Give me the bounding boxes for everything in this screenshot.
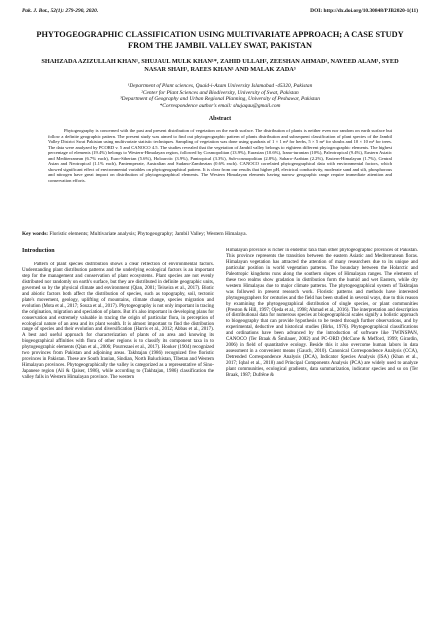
abstract-text: Phytogeography is concerned with the past and present distribution of vegetation on the earth surface. The distribution of plants is neither even nor random on earth surface but follow a definite geographic pattern. The present study was aimed to find out phytogeographic pattern of plants distribution and subsequent classification of plant species of the Jambil Valley District Swat Pakistan using multivariate statistic techniques. Sampling of vegetation was done using quadrats of 1 × 1 m² for herbs, 5 × 5 m² for shrubs and 10 × 10 m² for trees. The data were analyzed by PCORD v. 5 and CANOCO 4.5. The studies revealed that the vegetation of Jambil valley belongs to eighteen different phytogeographic elements. The highest percentage of elements (19.4%) belongs to Western-Himalayan region, followed by Cosmopolitan (13.9%), Eurasian (10.6%), Irano-turanian (10%), Paleotropical (9.4%), Eastern Asiatic and Mediterranean (6.7% each), Euro-Siberian (5.6%), Holoarctic (3.9%), Pantropical (3.3%), Sub-cosmopolitan (2.8%), Saharo-Arabian (2.2%), Eastern-Himalayan (1.7%), Central Asian and Neotropical (1.1% each), Pantemperate, Australian and Sudano-Zambezian (0.6% each). CANOCO correlated phytogeographical data with environmental factors, which showed significant effect of environmental variables on phytogeographical pattern. It is clear from our results that higher pH, electrical conductivity, moderate sand and silt, phosphorous and nitrogen have great impact on distribution of phytogeographical elements. The Western Himalayan elements having narrow geographic range require immediate attention and conservation efforts. [48, 128, 392, 183]
keywords-text: Floristic elements; Multivariate analysis; Phytogeography; Jambil Valley; Western Himalaya. [48, 231, 247, 237]
correspondence-email: *Correspondence author's email: shujaqau@gmail.com [159, 103, 281, 110]
affiliation-1: ¹Department of Plant sciences, Quaid-i-Azam University Islamabad -45320, Pakistan [127, 83, 313, 89]
affiliation-3: ³Department of Geography and Urban Regional Planning, University of Peshawar, Pakistan [120, 96, 320, 103]
abstract-heading: Abstract [208, 116, 232, 122]
affiliation-2: ²Center for Plant Sciences and Biodiversity, University of Swat, Pakistan [141, 89, 299, 96]
affiliations [40, 83, 400, 110]
author-list: SHAHZADA AZIZULLAH KHAN¹, SHUJAUL MULK KHAN¹*, ZAHID ULLAH², ZEESHAN AHMAD¹, NAVEED ALAM¹, SYED NASAR SHAH¹, RAEES KHAN¹ AND MALAK ZADA³ [41, 58, 399, 73]
body-column-right: Himalayan province is richer in endemic taxa than other phytogeographic provinces of Pakistan. This province represents the transition between the eastern Asiatic and Mediterranean floras. Himalayan vegetation has attracted the attention of many researchers due to its unique and particular position in world vegetation patterns. The boundary between the Holarctic and Paleotropic kingdoms runs along the southern slopes of Himalayan ranges. The elements of these two realms show gradation in distribution form the humid and wet Eastern, while dry western Himalayas due to major climate patterns. The phytogeographical system of Takhtajan was followed in present research work. Floristic patterns and methods have interested phytogeographers for centuries and the field has been studied in several ways, due to this reason by examining the phytogeographical distribution of single species, or plant communities (Preston & Hill, 1997; Ojeda et al., 1998; Ahmad et al., 2016). The interpretation and description of distributional data for numerous species at biogeographical scales signify a holistic approach to biogeography that can provide hypothesis to be tested through further observations, and by experimental, deductive and historical studies (Birks, 1976). Phytogeographical classifications and ordinations have been advanced by the introduction of software like TWINSPAN, CANOCO (Ter Braak & Šmilauer, 2002) and PC-ORD (McCune & Mefford, 1999; Girardin, 2006) in field of quantitative ecology. Beside this it also overcome human labors in data assessment in a convenient means (Gauch, 2010). Canonical Correspondence Analysis (CCA), Detrended Correspondence Analysis (DCA), Indicator Species Analysis (ISA) (Khan et al., 2017; Iqbal et al., 2018) and Principal Components Analysis (PCA) are widely used to analyze plant communities, ecological gradients, data summarization, indicator species and so on (Ter Braak, 1987; Dufrêne & [226, 248, 418, 379]
introduction-heading: Introduction [22, 248, 55, 254]
article-title: PHYTOGEOGRAPHIC CLASSIFICATION USING MULTIVARIATE APPROACH; A CASE STUDY FROM THE JAMBIL VALLEY SWAT, PAKISTAN [36, 30, 404, 50]
doi: DOI: http://dx.doi.org/10.30848/PJB2020-1(11) [310, 8, 418, 14]
journal-citation: Pak. J. Bot., 52(1): 279-290, 2020. [22, 8, 99, 14]
keywords [22, 231, 418, 237]
running-head [22, 8, 418, 15]
keywords-label: Key words: [22, 231, 49, 237]
body-column-left: Pattern of plant species distribution shows a clear reflection of environmental factors. Understanding plant distribution patterns and the underlying ecological factors is an important step for the management and conservation of plant ecosystems. Plant species are not evenly distributed nor randomly on earth's surface, but they are distributed in definite geographic units, governed so by the physical climate and environment (Qian, 2001; Teixeira et al., 2017). Biotic and abiotic factors both affect the distribution of species, such as topography, soil, tectonic plate's movement, geology, uplifting of mountains, climate change, species migration and evolution (Mota et al., 2017; Souza et al., 2017). Phytogeography is not only important in tracing the origination, migration and speciation of plants. But it's also important in developing plans for conservation and extremely valuable in tracing the origin of particular flora, in perception of ecological nature of an area and its plant wealth. It is almost important to find the distribution range of species and their evolution and diversification (Harris et al., 2012; Abbas et al., 2017). A best and useful approach for characterization of plants of an area and knowing its biogeographical affinities with flora of other regions is to classify its component taxa in to phytogeographic elements (Qian et al., 2006; Pourrezaei et al., 2017). Hooker (1904) recognized two provinces from Pakistan and adjoining areas. Takhtajan (1986) recognized five floristic provinces in Pakistan. These are South Iranian, Sindian, North Baluchistan, Tibetan and Western Himalayan provinces. Phytogeographically the valley is categorized as a representative of Sino-Japanese region (Ali & Qaiser, 1986), while according to (Takhtajan, 1986) classification the valley falls in Western Himalayan province. The western [22, 262, 214, 381]
